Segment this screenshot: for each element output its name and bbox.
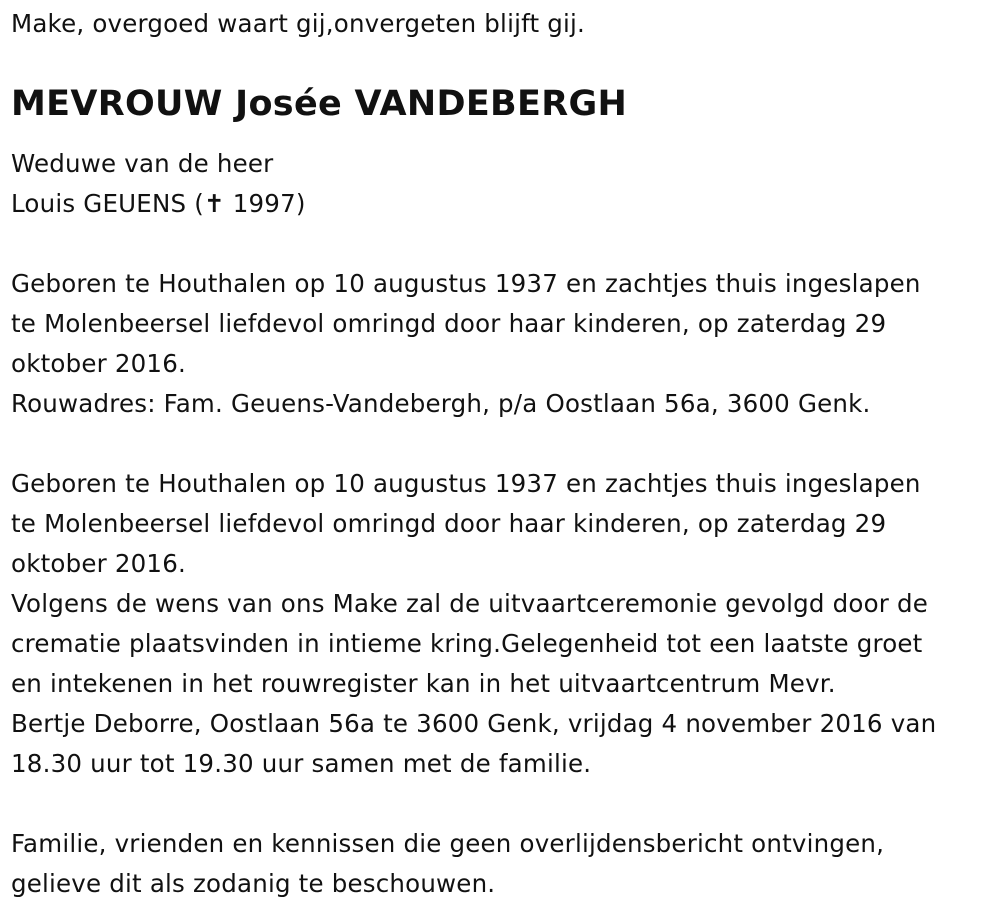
paragraph-line: Geboren te Houthalen op 10 augustus 1937 en zachtjes thuis ingeslapen (11, 269, 921, 298)
paragraph-line: te Molenbeersel liefdevol omringd door haar kinderen, op zaterdag 29 (11, 509, 887, 538)
paragraph-notice (11, 824, 990, 904)
paragraph-line: oktober 2016. (11, 549, 186, 578)
paragraph-line: Volgens de wens van ons Make zal de uitvaartceremonie gevolgd door de (11, 589, 929, 618)
paragraph-line: gelieve dit als zodanig te beschouwen. (11, 869, 496, 898)
mourning-address: Rouwadres: Fam. Geuens-Vandebergh, p/a Oostlaan 56a, 3600 Genk. (11, 389, 871, 418)
widow-line: Weduwe van de heer (11, 149, 274, 178)
paragraph-line: en intekenen in het rouwregister kan in het uitvaartcentrum Mevr. (11, 669, 836, 698)
deceased-name: MEVROUW Josée VANDEBERGH (11, 84, 628, 124)
paragraph-ceremony (11, 464, 990, 784)
motto-text: Make, overgoed waart gij,onvergeten blijft gij. (11, 9, 586, 38)
paragraph-birth-death (11, 264, 990, 424)
paragraph-line: crematie plaatsvinden in intieme kring.Gelegenheid tot een laatste groet (11, 629, 923, 658)
spacer (11, 784, 990, 824)
paragraph-line: oktober 2016. (11, 349, 186, 378)
paragraph-line: te Molenbeersel liefdevol omringd door haar kinderen, op zaterdag 29 (11, 309, 887, 338)
paragraph-line: Familie, vrienden en kennissen die geen overlijdensbericht ontvingen, (11, 829, 885, 858)
spacer (11, 424, 990, 464)
paragraph-line: Bertje Deborre, Oostlaan 56a te 3600 Genk, vrijdag 4 november 2016 van (11, 709, 937, 738)
spacer (11, 224, 990, 264)
paragraph-line: Geboren te Houthalen op 10 augustus 1937 en zachtjes thuis ingeslapen (11, 469, 921, 498)
paragraph-line: 18.30 uur tot 19.30 uur samen met de familie. (11, 749, 592, 778)
husband-line: Louis GEUENS (✝ 1997) (11, 189, 306, 218)
